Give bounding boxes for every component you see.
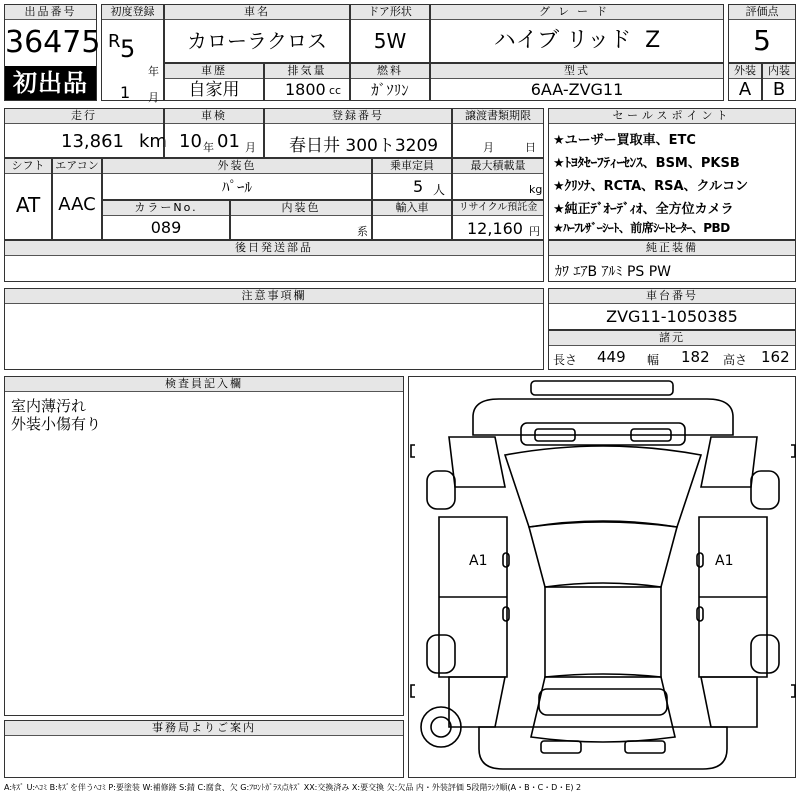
shift-label: シフト [5, 159, 51, 174]
specs-label: 諸元 [549, 331, 795, 346]
reg-year: 5 [120, 35, 136, 63]
type-label: 型式 [431, 64, 723, 79]
deadline-label: 譲渡書類期限 [453, 109, 543, 124]
capacity-label: 乗車定員 [373, 159, 451, 174]
equipment-value: ｶﾜ ｴｱB ｱﾙﾐ PS PW [555, 264, 672, 280]
sales-point-3: ★ｸﾘｿﾅ、RCTA、RSA、クルコン [553, 179, 749, 194]
plate-box [264, 108, 452, 158]
interior-label: 内装 [763, 64, 795, 79]
grade-label: グレード [431, 5, 723, 20]
capacity-box [372, 158, 452, 200]
import-box [372, 200, 452, 240]
interior-color-unit: 系 [357, 225, 368, 238]
width-label: 幅 [647, 353, 660, 367]
model-label: 車名 [165, 5, 349, 20]
reg-month: 1 [120, 83, 131, 102]
door-value: 5W [373, 29, 407, 53]
interior-grade: B [772, 79, 786, 100]
sales-points-label: セールスポイント [549, 109, 795, 124]
damage-mark-right: A1 [715, 553, 734, 569]
first-listing-badge: 初出品 [5, 66, 96, 100]
month-unit: 月 [148, 91, 159, 104]
ext-grade-box [728, 63, 762, 101]
inspection-year-unit: 年 [203, 141, 214, 154]
inspection-month-unit: 月 [245, 141, 256, 154]
shift-value: AT [15, 193, 41, 217]
score-label: 評価点 [729, 5, 795, 20]
capacity-unit: 人 [433, 183, 446, 197]
damage-mark-left: A1 [469, 553, 488, 569]
inspection-year: 10 [179, 131, 202, 152]
ac-box [52, 158, 102, 240]
import-label: 輸入車 [373, 201, 451, 216]
interior-color-label: 内装色 [231, 201, 371, 216]
reg-box [101, 4, 164, 104]
office-box [4, 720, 404, 778]
exterior-label: 外装 [729, 64, 761, 79]
year-unit: 年 [148, 65, 159, 78]
score-box [728, 4, 796, 63]
plate-value: 春日井 300ト3209 [289, 136, 439, 156]
history-box [164, 63, 264, 101]
color-value: ﾊﾟｰﾙ [221, 178, 252, 196]
grade-value: ハイブ リッド Z [493, 28, 661, 53]
inspection-label: 車検 [165, 109, 263, 124]
history-label: 車歴 [165, 64, 263, 79]
model-box [164, 4, 350, 63]
deadline-box [452, 108, 544, 158]
era: R [108, 31, 121, 52]
recycle-unit: 円 [529, 225, 540, 238]
length-value: 449 [597, 348, 626, 366]
type-value: 6AA-ZVG11 [530, 80, 624, 99]
color-no-box [102, 200, 230, 240]
mileage-unit: km [139, 131, 167, 152]
specs-box [548, 330, 796, 370]
capacity-value: 5 [413, 177, 424, 196]
inspector-box [4, 376, 404, 716]
equipment-label: 純正装備 [549, 241, 795, 256]
type-box [430, 63, 724, 101]
office-label: 事務局よりご案内 [5, 721, 403, 736]
chassis-label: 車台番号 [549, 289, 795, 304]
mileage-value: 13,861 [61, 131, 124, 152]
color-no-value: 089 [150, 218, 182, 237]
height-label: 高さ [723, 353, 748, 367]
mileage-label: 走行 [5, 109, 163, 124]
inspector-label: 検査員記入欄 [5, 377, 403, 392]
chassis-number: ZVG11-1050385 [606, 307, 738, 326]
sales-point-2: ★ﾄﾖﾀｾｰﾌﾃｨｰｾﾝｽ、BSM、PKSB [553, 156, 740, 171]
length-label: 長さ [553, 353, 578, 367]
lot-label: 出品番号 [5, 5, 96, 20]
shift-box [4, 158, 52, 240]
fuel-value: ｶﾞｿﾘﾝ [371, 81, 409, 99]
lot-box [4, 4, 101, 101]
grade-box [430, 4, 724, 63]
color-no-label: カラーNo. [103, 201, 229, 216]
later-parts-label: 後日発送部品 [5, 241, 543, 256]
deadline-month: 月 [483, 141, 494, 154]
inspector-line-1: 室内薄汚れ [11, 397, 87, 415]
displacement-unit: cc [329, 84, 342, 97]
car-diagram [408, 376, 796, 778]
width-value: 182 [681, 348, 710, 366]
height-value: 162 [761, 348, 790, 366]
chassis-box [548, 288, 796, 330]
notes-label: 注意事項欄 [5, 289, 543, 304]
equipment-box [548, 240, 796, 282]
ac-value: AAC [58, 194, 96, 215]
fuel-box [350, 63, 430, 101]
sales-points-box [548, 108, 796, 240]
inspection-box [164, 108, 264, 158]
model-name: カローラクロス [187, 29, 327, 53]
sales-point-1: ★ユーザー買取車、ETC [553, 133, 696, 148]
recycle-value: 12,160 [467, 219, 523, 238]
inspector-line-2: 外装小傷有り [11, 415, 102, 433]
mileage-box [4, 108, 167, 158]
load-label: 最大積載量 [453, 159, 543, 174]
first-reg-label: 初度登録 [102, 5, 163, 20]
sales-point-4: ★純正ﾃﾞｵｰﾃﾞｨｵ、全方位カメラ [553, 202, 734, 217]
notes-box [4, 288, 544, 370]
load-box [452, 158, 544, 200]
int-grade-box [762, 63, 796, 101]
history-value: 自家用 [188, 80, 240, 100]
plate-label: 登録番号 [265, 109, 451, 124]
deadline-day: 日 [525, 141, 536, 154]
exterior-grade: A [738, 79, 752, 100]
legend: A:ｷｽﾞ U:ﾍｺﾐ B:ｷｽﾞを伴うﾍｺﾐ P:要塗装 W:補修跡 S:錆 C:腐食、欠 G:ﾌﾛﾝﾄｶﾞﾗｽ点ｷｽﾞ XX:交換済み X:要交換 欠:欠品 内・外装評価 5段階ﾗﾝｸ順(A・B・C・D・E) 2 [4, 783, 582, 792]
displacement-label: 排気量 [265, 64, 349, 79]
ac-label: エアコン [53, 159, 101, 174]
fuel-label: 燃料 [351, 64, 429, 79]
lot-number: 36475 [5, 25, 101, 60]
score-value: 5 [753, 24, 771, 57]
displacement-box [264, 63, 350, 101]
color-label: 外装色 [103, 159, 371, 174]
door-box [350, 4, 430, 63]
displacement-value: 1800 [285, 80, 326, 99]
recycle-box [452, 200, 544, 240]
later-parts-box [4, 240, 544, 282]
sales-point-5: ★ﾊｰﾌﾚｻﾞｰｼｰﾄ、前席ｼｰﾄﾋｰﾀｰ、PBD [553, 221, 730, 235]
inspection-month: 01 [217, 131, 240, 152]
load-unit: kg [529, 183, 543, 196]
interior-color-box [230, 200, 372, 240]
recycle-label: リサイクル預託金 [453, 201, 543, 216]
car-outline [409, 377, 797, 779]
door-label: ドア形状 [351, 5, 429, 20]
color-box [102, 158, 372, 200]
